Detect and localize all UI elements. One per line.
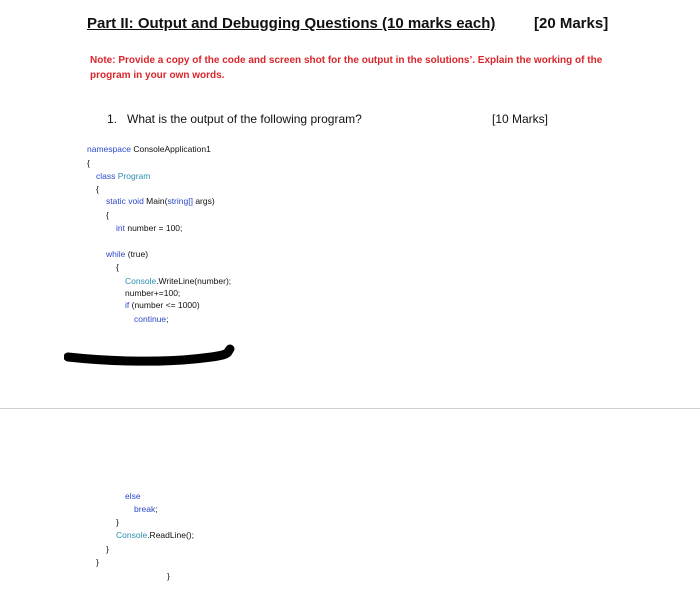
question-1 xyxy=(107,112,362,126)
code-text: .ReadLine(); xyxy=(147,530,194,540)
code-line-while xyxy=(106,249,148,259)
code-text: args) xyxy=(192,196,215,206)
section-marks: [20 Marks] xyxy=(534,15,609,32)
code-text: ; xyxy=(166,314,169,324)
code-line-increment: number+=100; xyxy=(125,288,181,298)
code-type: Console xyxy=(116,530,148,540)
code-line-if xyxy=(125,300,200,310)
code-text: ; xyxy=(155,504,158,514)
code-text: number = 100; xyxy=(124,223,183,233)
code-brace: { xyxy=(106,210,109,220)
code-brace: } xyxy=(116,517,119,527)
code-type: Program xyxy=(117,171,151,181)
code-line-continue xyxy=(134,314,169,324)
code-brace: } xyxy=(96,557,99,567)
code-keyword: if xyxy=(125,300,130,310)
section-title: Part II: Output and Debugging Questions (10 marks each) xyxy=(87,15,496,32)
code-brace: { xyxy=(96,184,99,194)
code-text: ConsoleApplication1 xyxy=(133,144,211,154)
question-marks: [10 Marks] xyxy=(492,112,549,126)
code-text: (true) xyxy=(125,249,149,259)
code-brace: } xyxy=(106,544,109,554)
question-text: What is the output of the following program? xyxy=(127,112,362,126)
code-line-else xyxy=(125,491,141,501)
code-line-readline xyxy=(116,530,194,540)
code-keyword: break xyxy=(134,504,156,514)
code-brace: } xyxy=(167,571,170,581)
code-text: .WriteLine(number); xyxy=(156,276,232,286)
code-keyword: string[] xyxy=(167,196,193,206)
code-line-int xyxy=(116,223,182,233)
code-line-break xyxy=(134,504,158,514)
code-line-writeline xyxy=(125,276,231,286)
code-keyword: class xyxy=(96,171,116,181)
code-line-class xyxy=(96,171,150,181)
code-keyword: else xyxy=(125,491,141,501)
code-line-namespace xyxy=(87,144,211,154)
code-text: Main( xyxy=(146,196,168,206)
page-divider xyxy=(0,408,700,409)
code-text: (number <= 1000) xyxy=(129,300,200,310)
code-keyword: namespace xyxy=(87,144,131,154)
instruction-note: Note: Provide a copy of the code and screen shot for the output in the solutions’. Explain the working of the program in your own words. xyxy=(90,55,603,81)
code-keyword: continue xyxy=(134,314,167,324)
code-keyword: int xyxy=(116,223,125,233)
code-brace: { xyxy=(87,158,90,168)
code-brace: { xyxy=(116,262,119,272)
redaction-mark xyxy=(64,343,236,367)
code-keyword: while xyxy=(106,249,126,259)
code-line-main xyxy=(106,196,215,206)
code-type: Console xyxy=(125,276,157,286)
code-keyword: static void xyxy=(106,196,144,206)
question-number: 1. xyxy=(107,112,118,126)
